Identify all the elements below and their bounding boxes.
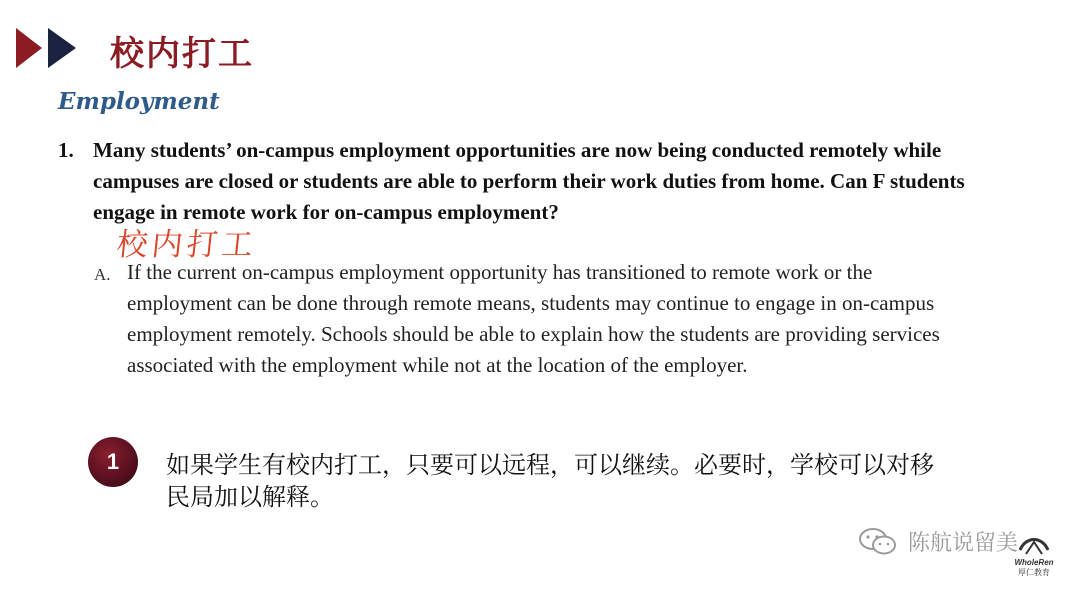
answer-text: If the current on-campus employment opportunity has transitioned to remote work or the employment can be done through remote means, students may continue to engage in on-campus employment remotely. Schools should be able to explain how the students are providing services associated with the employment while not at the location of the employer. (127, 260, 940, 377)
watermark-text: 陈航说留美 (908, 531, 1019, 556)
chinese-note: 如果学生有校内打工，只要可以远程，可以继续。必要时，学校可以对移民局加以解释。 (166, 451, 934, 511)
answer-item (94, 257, 974, 381)
question-item (58, 135, 988, 228)
slide-title: 校内打工 (110, 34, 254, 74)
wholeren-logo (1006, 532, 1062, 584)
question-text: Many students’ on-campus employment opportunities are now being conducted remotely while campuses are closed or students are able to perform their work duties from home. Can F students engage in remote work for on-campus employment? (93, 138, 965, 224)
wechat-icon (858, 527, 898, 557)
number-badge: 1 (88, 437, 138, 487)
double-arrow-icon (16, 28, 78, 68)
watermark (858, 526, 1018, 557)
logo-mark-icon (1016, 532, 1052, 558)
section-heading: Employment (58, 88, 220, 115)
answer-letter: A. (94, 265, 111, 284)
logo-brand-cn: 厚仁教育 (1018, 568, 1050, 577)
logo-brand: WholeRen (1014, 558, 1054, 567)
handwritten-annotation: 校内打工 (114, 227, 259, 263)
question-number: 1. (58, 138, 74, 162)
